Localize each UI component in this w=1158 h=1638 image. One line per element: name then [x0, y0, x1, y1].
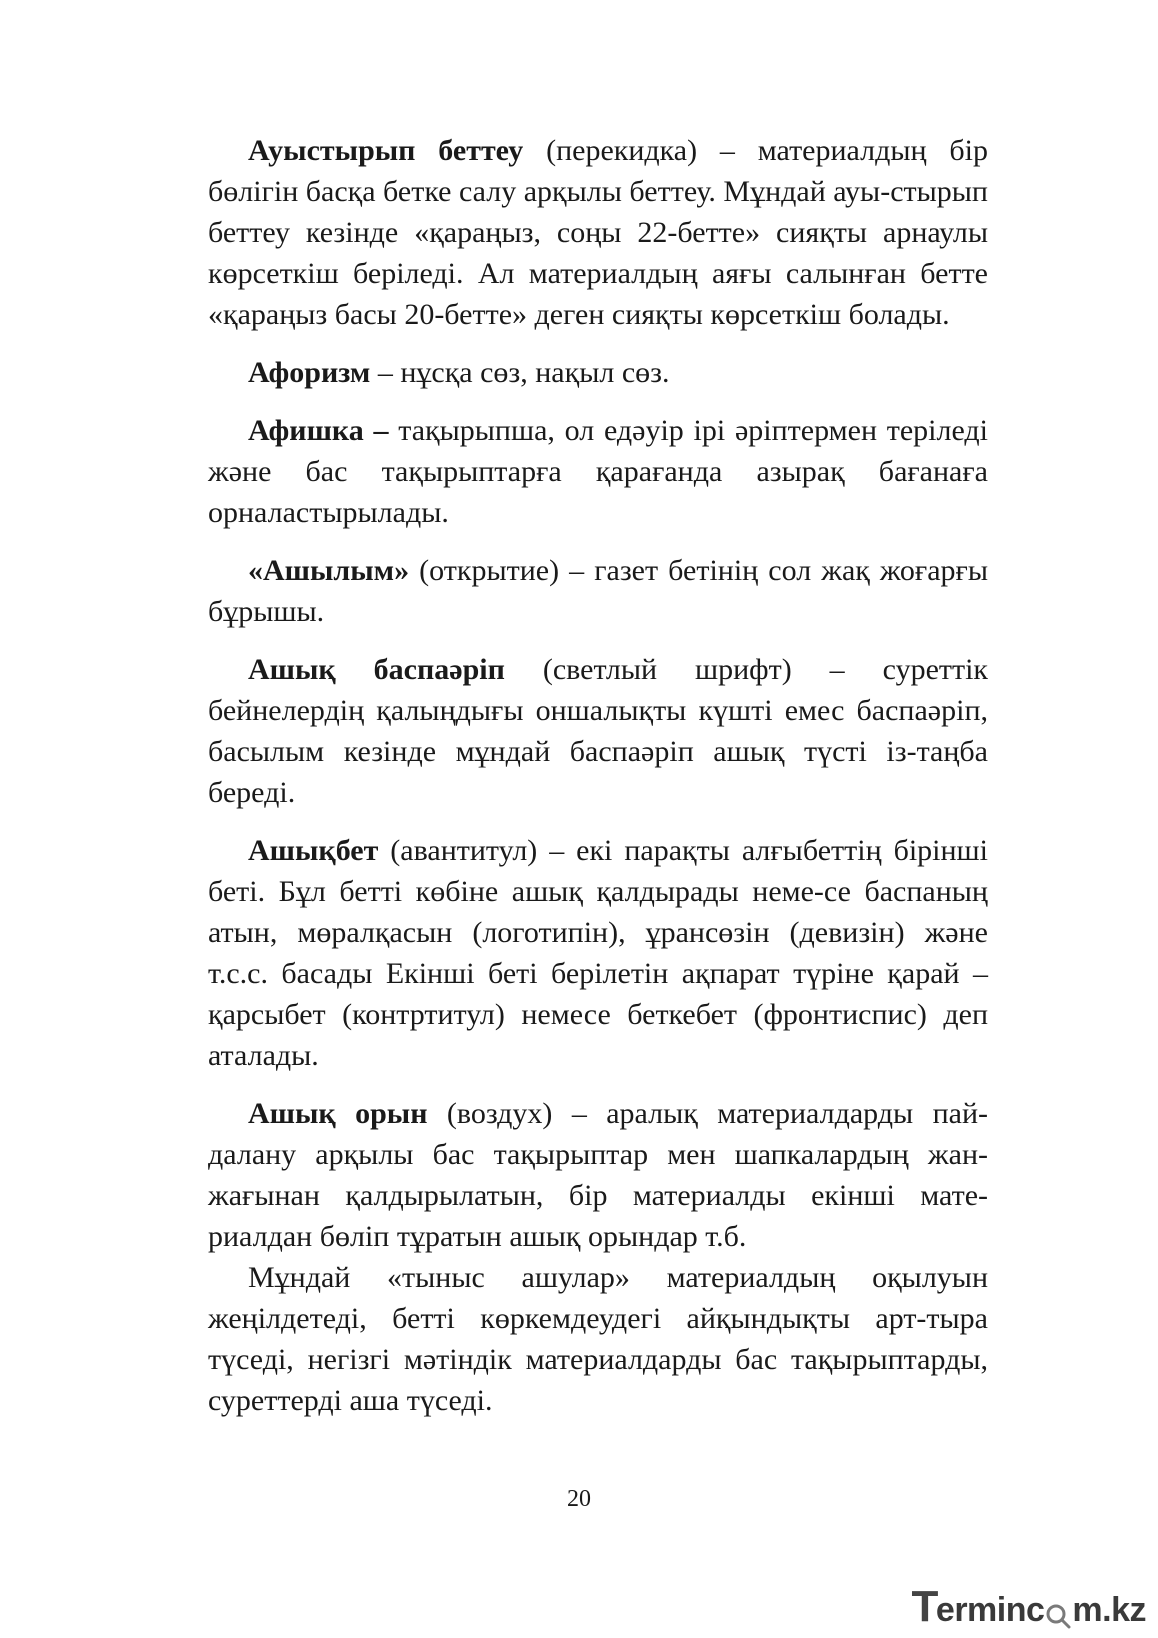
page-number: 20	[567, 1486, 591, 1512]
entry-definition: (авантитул) – екі парақты алғыбеттің бірінші беті. Бұл бетті көбіне ашық қалдырады неме-се баспаның атын, мөралқасын (логотипін), ұрансөзін (девизін) және т.с.с. басады Екінші беті берілетін ақпарат түріне қарай – қарсыбет (контртитул) немесе беткебет (фронтиспис) деп аталады.	[208, 834, 988, 1072]
entry-aforizm	[208, 352, 988, 393]
entry-afishka	[208, 410, 988, 533]
magnifier-icon	[1045, 1599, 1071, 1625]
entry-term: Афоризм	[248, 356, 371, 389]
entry-definition: (открытие) – газет бетінің сол жақ жоғарғы бұрышы.	[208, 554, 988, 628]
watermark-text-left: erminc	[935, 1591, 1045, 1629]
entry-auystyryp-betteu	[208, 130, 988, 335]
entry-definition: (светлый шрифт) – суреттік бейнелердің қалыңдығы оншалықты күшті емес баспаәріп, басылым кезінде мұндай баспаәріп ашық түсті із-таңба береді.	[208, 653, 989, 809]
entry-ashykbet	[208, 830, 988, 1076]
entry-term: Ашық орын	[248, 1097, 428, 1130]
entry-term: Афишка –	[248, 414, 389, 447]
entry-term: Ашық баспаәріп	[248, 653, 505, 686]
continuation-paragraph: Мұндай «тыныс ашулар» материалдың оқылуын жеңілдетеді, бетті көркемдеудегі айқындықты арт-тыра түседі, негізгі мәтіндік материалдарды бас тақырыптарды, суреттерді аша түседі.	[208, 1261, 988, 1417]
entry-ashyk-baspaarip	[208, 649, 988, 813]
entry-ashyk-oryn	[208, 1093, 988, 1257]
watermark-letter: T	[911, 1582, 938, 1631]
watermark-text-right: m.kz	[1072, 1591, 1146, 1629]
entry-term: «Ашылым»	[248, 554, 410, 587]
entry-definition: тақырыпша, ол едәуір ірі әріптермен теріледі және бас тақырыптарға қарағанда азырақ бағанаға орналастырылады.	[208, 414, 988, 529]
termincom-watermark	[912, 1583, 1146, 1629]
entry-term: Ашықбет	[248, 834, 379, 867]
entry-term: Ауыстырып беттеу	[248, 134, 524, 167]
entry-definition: – нұсқа сөз, нақыл сөз.	[370, 356, 670, 389]
entry-definition: (воздух) – аралық материалдарды пай-далану арқылы бас тақырыптар мен шапкалардың жан-жағынан қалдырылатын, бір материалды екінші мате-риалдан бөліп тұратын ашық орындар т.б.	[208, 1097, 988, 1253]
entry-definition: (перекидка) – материалдың бір бөлігін басқа бетке салу арқылы беттеу. Мұндай ауы-стырып беттеу кезінде «қараңыз, соңы 22-бетте» сияқты арнаулы көрсеткіш беріледі. Ал материалдың аяғы салынған бетте «қараңыз басы 20-бетте» деген сияқты көрсеткіш болады.	[208, 134, 989, 331]
page-body	[208, 130, 988, 1438]
entry-ashylym	[208, 550, 988, 632]
